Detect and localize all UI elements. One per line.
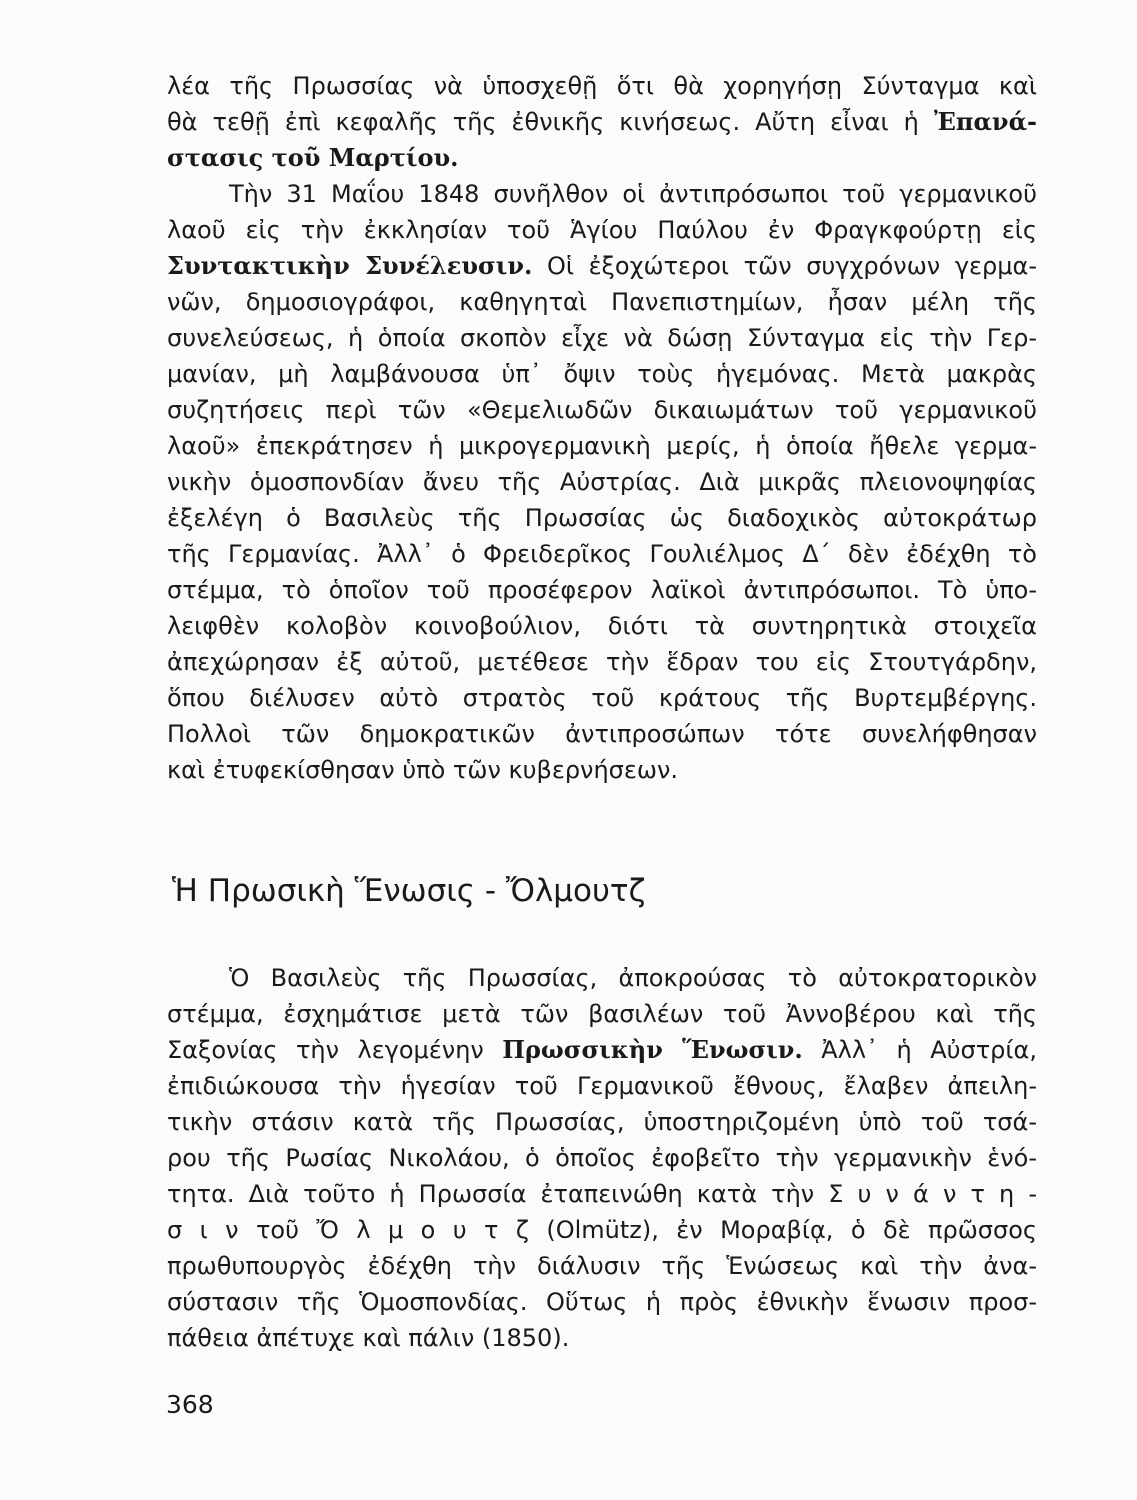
page-number: 368 <box>166 1390 214 1419</box>
bold-term-union: Πρωσσικὴν Ἕνωσιν. <box>502 1035 803 1064</box>
section-2-text <box>167 960 1037 1356</box>
text-line: λέα τῆς Πρωσσίας νὰ ὑποσχεθῇ ὅτι θὰ χορηγήσῃ Σύνταγμα καὶ <box>167 72 1037 100</box>
text-line: καὶ ἐτυφεκίσθησαν ὑπὸ τῶν κυβερνήσεων. <box>167 756 678 784</box>
paragraph-start-line: Τὴν 31 Μαΐου 1848 συνῆλθον οἱ ἀντιπρόσωποι τοῦ γερμανικοῦ <box>229 180 1037 208</box>
text-line: τικὴν στάσιν κατὰ τῆς Πρωσσίας, ὑποστηριζομένη ὑπὸ τοῦ τσά- <box>167 1108 1037 1136</box>
text-fragment: Οἱ ἐξοχώτεροι τῶν συγχρόνων γερμα- <box>532 252 1037 280</box>
text-line <box>167 1032 1037 1068</box>
text-line <box>167 248 1037 284</box>
text-line: λαοῦ» ἐπεκράτησεν ἡ μικρογερμανικὴ μερίς, ἡ ὁποία ἤθελε γερμα- <box>167 432 1037 460</box>
text-line: πρωθυπουργὸς ἐδέχθη τὴν διάλυσιν τῆς Ἑνώσεως καὶ τὴν ἀνα- <box>167 1252 1037 1280</box>
text-fragment: Ἀλλ᾽ ἡ Αὐστρία, <box>802 1036 1037 1064</box>
text-line: τῆς Γερμανίας. Ἀλλ᾽ ὁ Φρειδερῖκος Γουλιέλμος Δ΄ δὲν ἐδέχθη τὸ <box>167 540 1037 568</box>
text-line: νικὴν ὁμοσπονδίαν ἄνευ τῆς Αὐστρίας. Διὰ μικρᾶς πλειονοψηφίας <box>167 468 1037 496</box>
section-heading: Ἡ Πρωσικὴ Ἕνωσις - Ὄλμουτζ <box>172 873 646 909</box>
text-line: σύστασιν τῆς Ὁμοσπονδίας. Οὕτως ἡ πρὸς ἐθνικὴν ἕνωσιν προσ- <box>167 1288 1037 1316</box>
text-line: ἐξελέγη ὁ Βασιλεὺς τῆς Πρωσσίας ὡς διαδοχικὸς αὐτοκράτωρ <box>167 504 1037 532</box>
text-line: Πολλοὶ τῶν δημοκρατικῶν ἀντιπροσώπων τότε συνελήφθησαν <box>167 720 1037 748</box>
text-line: λειφθὲν κολοβὸν κοινοβούλιον, διότι τὰ συντηρητικὰ στοιχεῖα <box>167 612 1037 640</box>
text-line <box>167 140 1037 176</box>
text-line: στέμμα, ἐσχημάτισε μετὰ τῶν βασιλέων τοῦ Ἀννοβέρου καὶ τῆς <box>167 1000 1037 1028</box>
text-line: τητα. Διὰ τοῦτο ἡ Πρωσσία ἐταπεινώθη κατὰ τὴν Σ υ ν ά ν τ η - <box>167 1180 1037 1208</box>
text-line: λαοῦ εἰς τὴν ἐκκλησίαν τοῦ Ἁγίου Παύλου ἐν Φραγκφούρτῃ εἰς <box>167 216 1037 244</box>
text-line: συζητήσεις περὶ τῶν «Θεμελιωδῶν δικαιωμάτων τοῦ γερμανικοῦ <box>167 396 1037 424</box>
text-line: σ ι ν τοῦ Ὄ λ μ ο υ τ ζ (Olmütz), ἐν Μοραβίᾳ, ὁ δὲ πρῶσσος <box>167 1216 1037 1244</box>
bold-term-revolution-cont: στασις τοῦ Μαρτίου. <box>167 143 459 172</box>
text-line: πάθεια ἀπέτυχε καὶ πάλιν (1850). <box>167 1324 570 1352</box>
text-fragment: Σαξονίας τὴν λεγομένην <box>167 1036 503 1064</box>
section-1-text <box>167 68 1037 788</box>
text-line <box>167 104 1037 140</box>
text-line: ρου τῆς Ρωσίας Νικολάου, ὁ ὁποῖος ἐφοβεῖτο τὴν γερμανικὴν ἑνό- <box>167 1144 1037 1172</box>
bold-term-assembly: Συντακτικὴν Συνέλευσιν. <box>167 251 533 280</box>
text-line: συνελεύσεως, ἡ ὁποία σκοπὸν εἶχε νὰ δώσῃ Σύνταγμα εἰς τὴν Γερ- <box>167 324 1037 352</box>
text-line: στέμμα, τὸ ὁποῖον τοῦ προσέφερον λαϊκοὶ ἀντιπρόσωποι. Τὸ ὑπο- <box>167 576 1037 604</box>
text-line: νῶν, δημοσιογράφοι, καθηγηταὶ Πανεπιστημίων, ἦσαν μέλη τῆς <box>167 288 1037 316</box>
text-line: ὅπου διέλυσεν αὐτὸ στρατὸς τοῦ κράτους τῆς Βυρτεμβέργης. <box>167 684 1037 712</box>
text-line: ἐπιδιώκουσα τὴν ἡγεσίαν τοῦ Γερμανικοῦ ἔθνους, ἔλαβεν ἀπειλη- <box>167 1072 1037 1100</box>
text-line: ἀπεχώρησαν ἐξ αὐτοῦ, μετέθεσε τὴν ἕδραν του εἰς Στουτγάρδην, <box>167 648 1037 676</box>
text-line: μανίαν, μὴ λαμβάνουσα ὑπ᾽ ὄψιν τοὺς ἡγεμόνας. Μετὰ μακρὰς <box>167 360 1037 388</box>
paragraph-start-line: Ὁ Βασιλεὺς τῆς Πρωσσίας, ἀποκρούσας τὸ αὐτοκρατορικὸν <box>229 964 1037 992</box>
text-fragment: θὰ τεθῇ ἐπὶ κεφαλῆς τῆς ἐθνικῆς κινήσεως. Αὔτη εἶναι ἡ <box>167 108 934 136</box>
bold-term-revolution: Ἐπανά- <box>933 107 1037 136</box>
